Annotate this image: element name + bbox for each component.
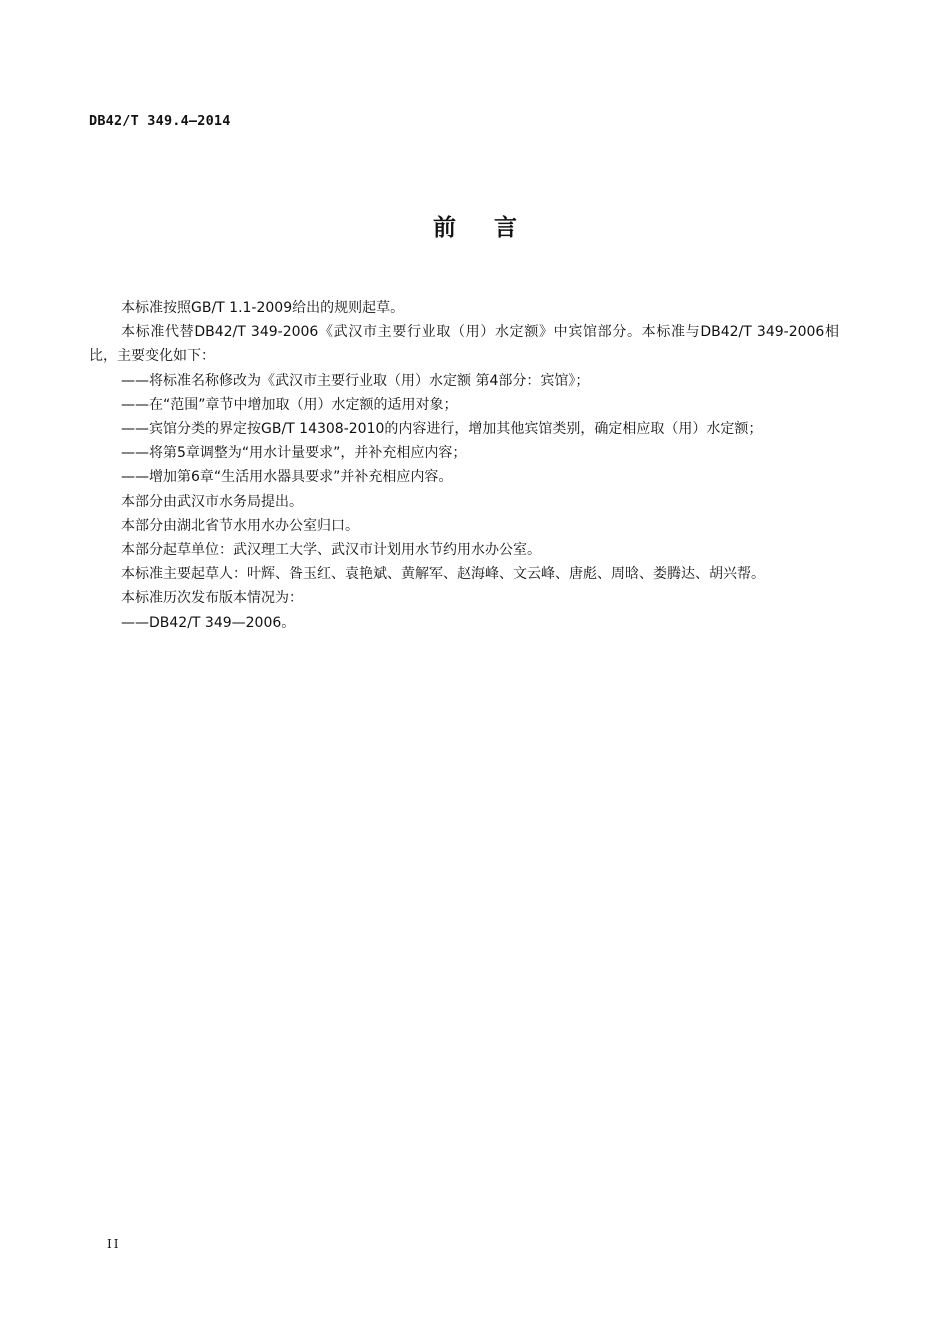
change-item: ——宾馆分类的界定按GB/T 14308-2010的内容进行，增加其他宾馆类别，确定相应取（用）水定额； [121, 421, 763, 438]
change-item: ——在“范围”章节中增加取（用）水定额的适用对象； [121, 396, 458, 413]
paragraph-history-intro: 本标准历次发布版本情况为： [121, 590, 303, 607]
foreword-body [89, 296, 839, 635]
paragraph-administrator: 本部分由湖北省节水用水办公室归口。 [121, 517, 359, 534]
page-number: II [107, 1237, 121, 1251]
change-item: ——增加第6章“生活用水器具要求”并补充相应内容。 [121, 469, 453, 486]
paragraph-drafting-rule: 本标准按照GB/T 1.1-2009给出的规则起草。 [121, 300, 405, 316]
paragraph-proposer: 本部分由武汉市水务局提出。 [121, 493, 303, 510]
paragraph-drafting-units: 本部分起草单位：武汉理工大学、武汉市计划用水节约用水办公室。 [121, 542, 541, 559]
change-item: ——将第5章调整为“用水计量要求”，并补充相应内容； [121, 445, 467, 462]
paragraph-drafters: 本标准主要起草人：叶辉、昝玉红、袁艳斌、黄解军、赵海峰、文云峰、唐彪、周晗、娄腾达、胡兴帮。 [121, 566, 765, 583]
history-item: ——DB42/T 349—2006。 [121, 614, 296, 631]
change-item: ——将标准名称修改为《武汉市主要行业取（用）水定额 第4部分：宾馆》； [121, 372, 590, 389]
page-title: 前言 [433, 215, 555, 241]
document-code: DB42/T 349.4—2014 [89, 113, 231, 129]
paragraph-replacement: 本标准代替DB42/T 349-2006《武汉市主要行业取（用）水定额》中宾馆部分。本标准与DB42/T 349-2006相比，主要变化如下： [89, 324, 839, 365]
